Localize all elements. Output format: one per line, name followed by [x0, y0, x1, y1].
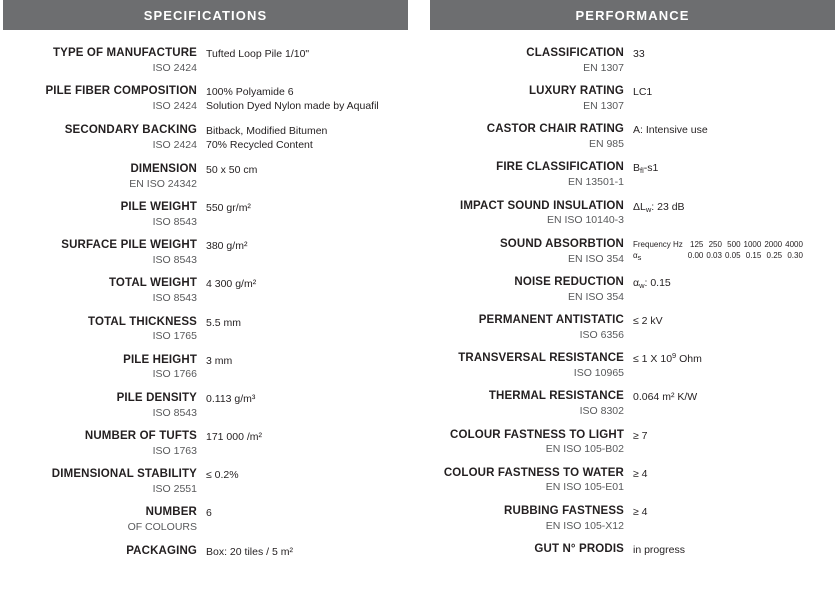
spec-row: [430, 542, 835, 558]
spec-label: [430, 504, 633, 533]
spec-label: [3, 315, 206, 344]
spec-label-standard: ISO 8302: [579, 405, 624, 418]
spec-value-text: ≤ 2 kV: [633, 315, 663, 328]
spec-label: [430, 237, 633, 266]
spec-label-name: PILE FIBER COMPOSITION: [45, 85, 197, 98]
spec-label-standard: EN ISO 24342: [129, 177, 197, 190]
spec-label-name: PILE WEIGHT: [120, 201, 197, 214]
spec-label-name: DIMENSION: [130, 162, 197, 175]
spec-row: [3, 84, 408, 114]
spec-value: [206, 238, 408, 254]
spec-value-text: 3 mm: [206, 354, 233, 367]
spec-row: [3, 505, 408, 534]
spec-value-text: $\Delta L_w$: 23 dB: [633, 200, 685, 214]
spec-value-text: 380 g/m²: [206, 240, 248, 253]
spec-value: [633, 542, 835, 558]
spec-row: [3, 276, 408, 305]
spec-row: [3, 162, 408, 191]
spec-label: [3, 84, 206, 113]
spec-value: [206, 200, 408, 216]
spec-row: [430, 237, 835, 266]
spec-value-text: 171 000 /m²: [206, 431, 263, 444]
performance-column: [430, 0, 835, 596]
spec-label-standard: EN 1307: [583, 61, 624, 74]
spec-value-text: in progress: [633, 544, 685, 557]
spec-label: [3, 467, 206, 496]
spec-value-text: 550 gr/m²: [206, 202, 251, 215]
spec-row: [430, 428, 835, 457]
spec-value: [633, 504, 835, 520]
spec-value-text: ≥ 4: [633, 505, 648, 518]
spec-label: [3, 505, 206, 534]
spec-label-name: DIMENSIONAL STABILITY: [51, 468, 197, 481]
spec-label-standard: ISO 8543: [152, 254, 197, 266]
spec-value-secondary: 70% Recycled Content: [206, 139, 313, 152]
spec-label-standard: ISO 1765: [152, 330, 197, 343]
spec-label: [3, 238, 206, 267]
spec-label: [3, 200, 206, 229]
spec-row: [3, 123, 408, 153]
spec-value-secondary: Solution Dyed Nylon made by Aquafil: [206, 100, 379, 113]
spec-row: [3, 238, 408, 267]
spec-label-standard: EN 1307: [583, 99, 624, 112]
spec-label-name: CASTOR CHAIR RATING: [486, 123, 624, 136]
spec-value-text: $\alpha_w$: 0.15: [633, 276, 671, 290]
spec-value-text: Box: 20 tiles / 5 m²: [206, 545, 293, 558]
spec-value: [633, 46, 835, 62]
spec-label-standard: ISO 2424: [152, 99, 197, 112]
spec-label-standard: EN ISO 105-X12: [545, 519, 624, 532]
spec-row: [3, 46, 408, 75]
spec-value-text: ≤ 0.2%: [206, 469, 239, 482]
spec-label-standard: ISO 10965: [573, 366, 624, 379]
spec-row: [3, 391, 408, 420]
spec-value-text: ≤ 1 X $10^9$ Ohm: [633, 351, 702, 366]
spec-label-name: COLOUR FASTNESS TO LIGHT: [450, 428, 624, 441]
spec-value-text: 6: [206, 507, 212, 520]
spec-row: [430, 313, 835, 342]
performance-header: PERFORMANCE: [430, 0, 835, 30]
spec-row: [430, 46, 835, 75]
spec-label: [3, 123, 206, 152]
spec-value: [206, 391, 408, 407]
spec-value: [633, 275, 835, 291]
spec-label: [430, 46, 633, 75]
spec-label: [430, 428, 633, 457]
spec-value-text: A: Intensive use: [633, 124, 708, 137]
spec-label-standard: EN ISO 105-E01: [545, 481, 624, 494]
spec-label: [3, 162, 206, 191]
spec-value: [633, 313, 835, 329]
spec-row: [430, 84, 835, 113]
spec-label: [430, 122, 633, 151]
spec-label-name: CLASSIFICATION: [526, 47, 624, 59]
spec-label-standard: EN ISO 105-B02: [545, 443, 624, 456]
spec-label-standard: ISO 2551: [152, 482, 197, 495]
spec-value-text: 4 300 g/m²: [206, 278, 257, 291]
spec-row: [3, 353, 408, 382]
spec-label-standard: ISO 2424: [152, 138, 197, 151]
spec-label: [430, 389, 633, 418]
spec-value: [633, 199, 835, 215]
spec-label-name: TRANSVERSAL RESISTANCE: [458, 352, 624, 365]
spec-value: [206, 46, 408, 62]
spec-value-text: 100% Polyamide 6: [206, 86, 294, 99]
spec-label: [430, 466, 633, 495]
spec-row: [430, 160, 835, 189]
spec-label-name: PACKAGING: [126, 544, 197, 557]
spec-value-text: 0.113 g/m³: [206, 392, 256, 405]
spec-label: [430, 275, 633, 304]
spec-label-standard: ISO 8543: [152, 292, 197, 305]
spec-label: [3, 276, 206, 305]
spec-label: [3, 544, 206, 559]
spec-value: [633, 160, 835, 176]
spec-row: [3, 467, 408, 496]
spec-value-text: ≥ 7: [633, 429, 648, 442]
spec-label-name: TOTAL THICKNESS: [88, 315, 197, 328]
spec-row: [3, 544, 408, 560]
spec-value: [633, 466, 835, 482]
spec-label-name: COLOUR FASTNESS TO WATER: [443, 466, 624, 479]
spec-label-name: TOTAL WEIGHT: [108, 277, 197, 290]
spec-label: [430, 199, 633, 228]
spec-value-text: ≥ 4: [633, 467, 648, 480]
spec-value-text: 33: [633, 48, 645, 60]
spec-row: [430, 122, 835, 151]
spec-value: [633, 351, 835, 367]
spec-value-text: Bitback, Modified Bitumen: [206, 125, 328, 138]
spec-label: [3, 391, 206, 420]
spec-label: [430, 313, 633, 342]
spec-label-standard: ISO 8543: [152, 406, 197, 419]
spec-value: [206, 353, 408, 369]
spec-label-name: THERMAL RESISTANCE: [488, 390, 624, 403]
spec-row: [430, 275, 835, 304]
spec-label-name: PERMANENT ANTISTATIC: [478, 314, 624, 327]
spec-value: [633, 84, 835, 100]
spec-label: [430, 84, 633, 113]
spec-value: [206, 84, 408, 114]
spec-label-standard: ISO 2424: [152, 61, 197, 74]
spec-label-name: PILE HEIGHT: [123, 353, 197, 366]
spec-label-standard: OF COLOURS: [127, 521, 197, 534]
spec-row: [430, 389, 835, 418]
spec-row: [430, 199, 835, 228]
spec-label-standard: ISO 1763: [152, 444, 197, 457]
spec-value-text: Tufted Loop Pile 1/10": [206, 48, 310, 60]
spec-label-standard: EN ISO 354: [567, 252, 624, 265]
spec-value: [633, 122, 835, 138]
spec-label-standard: ISO 6356: [579, 328, 624, 341]
spec-value: [633, 428, 835, 444]
spec-label-name: FIRE CLASSIFICATION: [496, 161, 624, 174]
spec-label: [3, 353, 206, 382]
spec-value: [206, 429, 408, 445]
spec-value: [206, 276, 408, 292]
spec-value-text: 0.064 m² K/W: [633, 391, 698, 404]
spec-value: [206, 315, 408, 331]
spec-label: [3, 429, 206, 458]
performance-rows: [430, 46, 835, 558]
spec-label-standard: EN ISO 354: [567, 290, 624, 303]
spec-label-name: SECONDARY BACKING: [64, 124, 197, 137]
spec-label: [3, 46, 206, 75]
spec-value: [206, 467, 408, 483]
spec-value: [206, 505, 408, 521]
spec-label-name: SURFACE PILE WEIGHT: [61, 239, 197, 252]
spec-value: [633, 389, 835, 405]
spec-label-name: NUMBER OF TUFTS: [84, 430, 197, 443]
spec-value: [633, 237, 835, 262]
spec-label-standard: EN 13501-1: [567, 176, 624, 189]
spec-label: [430, 160, 633, 189]
spec-label: [430, 351, 633, 380]
spec-value-text: 5.5 mm: [206, 316, 242, 329]
sound-absorption-table: Frequency Hz 125 250 500 1000 2000 4000 $\alpha_s$ 0.00 0.03 0.05 0.15 0.25 0.30: [633, 239, 803, 262]
spec-label-name: LUXURY RATING: [528, 85, 624, 98]
specifications-column: [3, 0, 408, 596]
specifications-header: SPECIFICATIONS: [3, 0, 408, 30]
spec-label-standard: ISO 8543: [152, 215, 197, 228]
spec-value: [206, 162, 408, 178]
spec-label-name: GUT N° PRODIS: [534, 543, 624, 556]
spec-value-text: 50 x 50 cm: [206, 163, 258, 176]
spec-row: [3, 315, 408, 344]
specifications-rows: [3, 46, 408, 559]
spec-label-name: TYPE OF MANUFACTURE: [52, 47, 197, 59]
spec-label-name: NOISE REDUCTION: [514, 275, 624, 288]
spec-value: [206, 544, 408, 560]
spec-row: [3, 200, 408, 229]
spec-row: [430, 351, 835, 380]
spec-label-name: SOUND ABSORBTION: [499, 237, 624, 250]
spec-label-name: NUMBER: [145, 506, 197, 519]
spec-label-name: RUBBING FASTNESS: [504, 504, 624, 517]
spec-label-standard: EN 985: [588, 138, 624, 151]
spec-row: [3, 429, 408, 458]
spec-label-name: PILE DENSITY: [116, 391, 197, 404]
spec-label: [430, 542, 633, 557]
spec-value-text: $B_{fl}-s1$: [633, 162, 659, 176]
spec-label-standard: ISO 1766: [152, 368, 197, 381]
spec-label-name: IMPACT SOUND INSULATION: [459, 199, 624, 212]
spec-row: [430, 466, 835, 495]
spec-value: [206, 123, 408, 153]
spec-label-standard: EN ISO 10140-3: [546, 214, 624, 227]
spec-value-text: LC1: [633, 86, 653, 99]
spec-row: [430, 504, 835, 533]
